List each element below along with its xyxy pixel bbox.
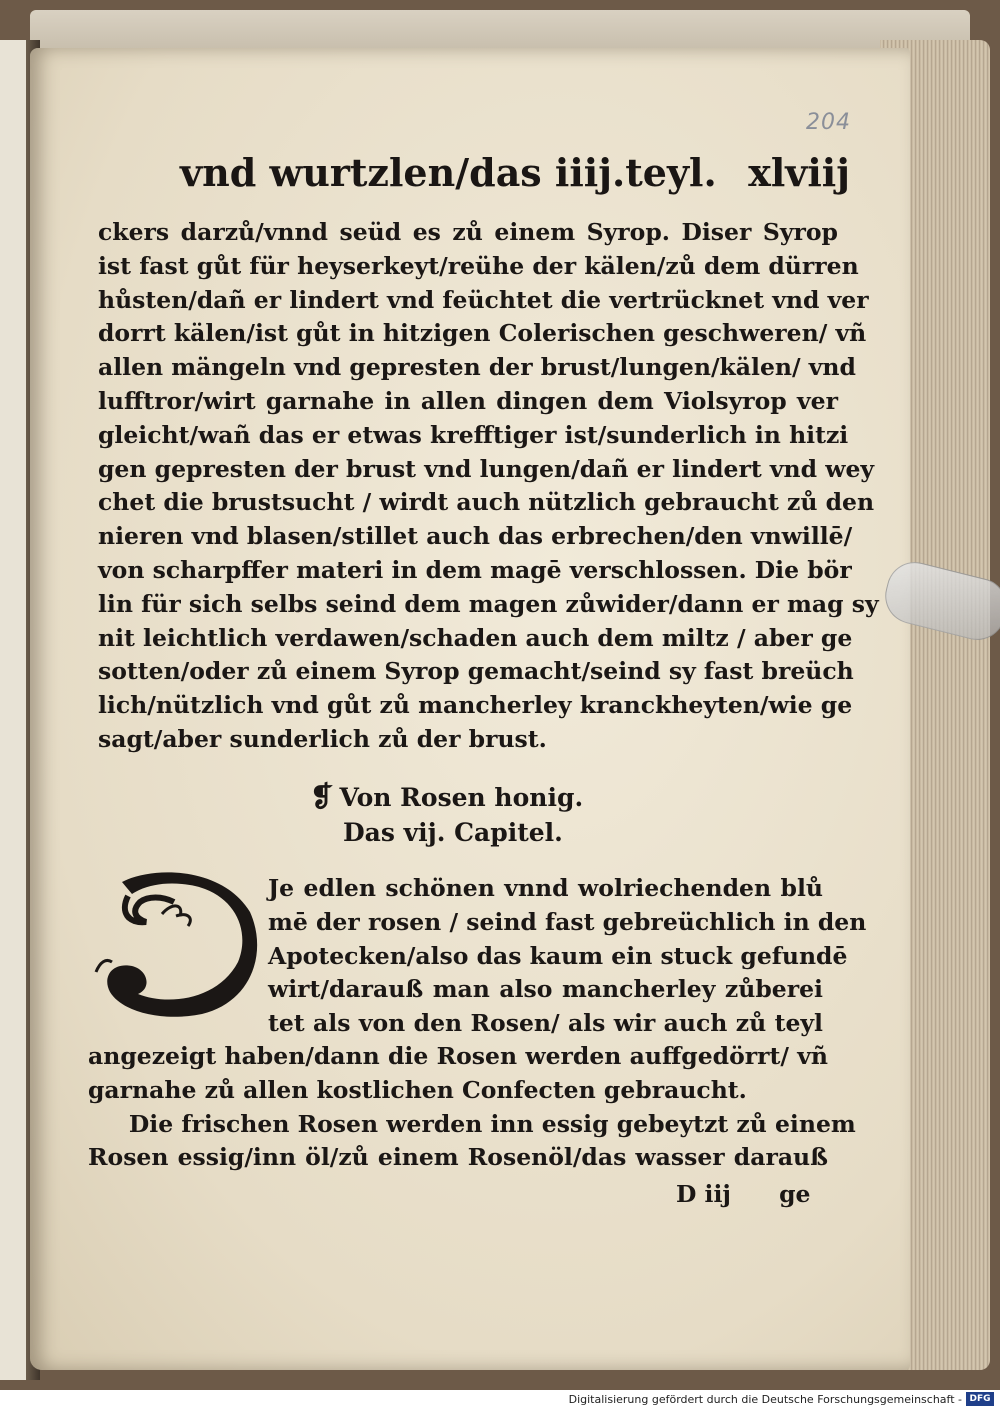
continued-paragraph xyxy=(88,1040,856,1175)
decorated-initial-d xyxy=(92,862,268,1022)
text-line: lufftror/wirt garnahe in allen dingen dem Violsyrop ver xyxy=(98,386,838,415)
text-line: von scharpffer materi in dem magē verschlossen. Die bör xyxy=(98,555,852,584)
catchword: ge xyxy=(779,1180,811,1208)
running-head-title: vnd wurtzlen/das iiij.teyl. xyxy=(180,150,717,195)
text-line: Rosen essig/inn öl/zů einem Rosenöl/das wasser darauß xyxy=(88,1143,828,1172)
leaf-number: xlviij xyxy=(748,150,850,195)
text-line: angezeigt haben/dann die Rosen werden auffgedörrt/ vñ xyxy=(88,1042,828,1070)
text-line: garnahe zů allen kostlichen Confecten gebraucht. xyxy=(88,1075,747,1104)
footer-credit: Digitalisierung gefördert durch die Deutsche Forschungsgemeinschaft - xyxy=(568,1393,962,1406)
paragraph-mark-icon: ❡ xyxy=(310,780,334,813)
initial-paragraph xyxy=(268,872,867,1041)
text-line: Apotecken/also das kaum ein stuck gefundē xyxy=(268,941,848,970)
main-text-block xyxy=(98,216,879,757)
text-line: Die frischen Rosen werden inn essig gebeytzt zů einem xyxy=(88,1109,856,1138)
signature-line xyxy=(676,1180,811,1208)
text-line: nieren vnd blasen/stillet auch das erbrechen/den vnwillē/ xyxy=(98,522,853,551)
text-line: lin für sich selbs seind dem magen zůwider/dann er mag sy xyxy=(98,589,879,618)
text-line: sotten/oder zů einem Syrop gemacht/seind sy fast breüch xyxy=(98,657,854,686)
text-line: hůsten/dañ er lindert vnd feüchtet die vertrücknet vnd ver xyxy=(98,285,869,314)
text-line: tet als von den Rosen/ als wir auch zů teyl xyxy=(268,1009,823,1038)
text-line: nit leichtlich verdawen/schaden auch dem miltz / aber ge xyxy=(98,623,853,652)
text-line: sagt/aber sunderlich zů der brust. xyxy=(98,724,547,753)
text-line: chet die brustsucht / wirdt auch nützlich gebraucht zů den xyxy=(98,488,875,517)
running-head xyxy=(180,150,850,195)
signature-mark: D iij xyxy=(676,1180,731,1208)
dfg-logo: DFG xyxy=(966,1392,994,1406)
pencil-folio-number: 204 xyxy=(806,110,851,135)
chapter-title: Von Rosen honig. xyxy=(339,783,584,812)
text-line: mē der rosen / seind fast gebreüchlich in den xyxy=(268,907,867,936)
chapter-number: Das vij. Capitel. xyxy=(343,818,563,847)
text-line: Je edlen schönen vnnd wolriechenden blů xyxy=(268,874,823,902)
footer-bar xyxy=(0,1390,1000,1409)
initial-outer-stroke xyxy=(107,872,257,1016)
chapter-heading xyxy=(310,780,583,813)
text-line: wirt/darauß man also mancherley zůberei xyxy=(268,975,823,1004)
text-line: dorrt kälen/ist gůt in hitzigen Colerischen geschweren/ vñ xyxy=(98,319,867,348)
text-line: gen gepresten der brust vnd lungen/dañ er lindert vnd wey xyxy=(98,454,875,483)
text-line: allen mängeln vnd gepresten der brust/lungen/kälen/ vnd xyxy=(98,353,856,382)
text-line: ckers darzů/vnnd seüd es zů einem Syrop. Diser Syrop xyxy=(98,218,838,246)
text-line: lich/nützlich vnd gůt zů mancherley kranckheyten/wie ge xyxy=(98,691,853,720)
text-line: gleicht/wañ das er etwas krefftiger ist/sunderlich in hitzi xyxy=(98,420,849,449)
initial-swash xyxy=(162,906,190,926)
initial-tail xyxy=(96,960,112,972)
text-line: ist fast gůt für heyserkeyt/reühe der kälen/zů dem dürren xyxy=(98,251,859,280)
